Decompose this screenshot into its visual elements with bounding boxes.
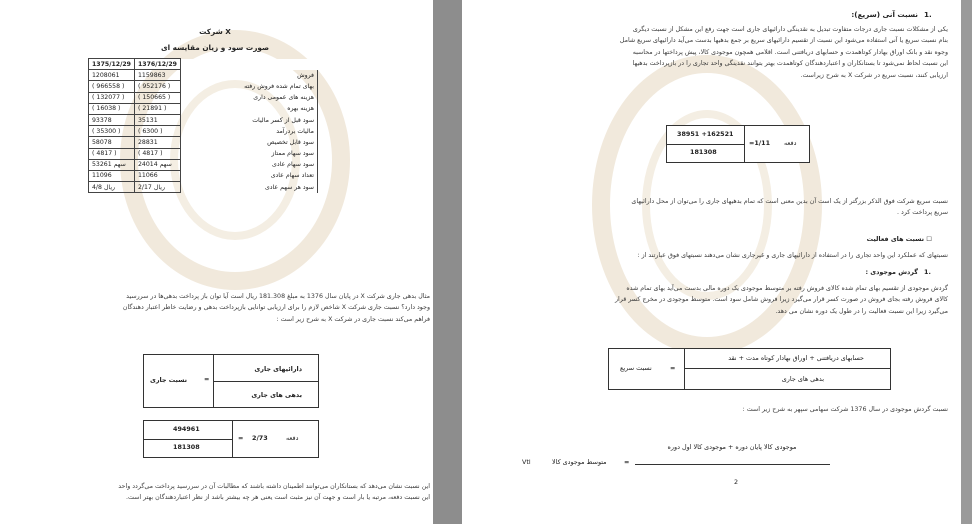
- paragraph-ratio-meaning: این نسبت نشان می‌دهد که بستانکاران می‌توانند اطمینان داشته باشند که مطالبات آن در سررسید پرداخت می‌گردد واحد این نسبت دفعه، مرتبه یا بار است و جهت آن نیز مثبت است یعنی هر چه بیشتر باشد از نظر اعتباردهندگان بهتر است.: [118, 483, 430, 502]
- header-1376: 1376/12/29: [134, 59, 180, 70]
- quick-formula-denominator: بدهی های جاری: [781, 375, 824, 383]
- calc-numerator: 494961: [173, 425, 200, 433]
- table-row: [89, 103, 318, 114]
- row-label: مالیات بردرآمد: [180, 126, 317, 137]
- formula-denominator: بدهی های جاری: [251, 391, 302, 399]
- row-label: سود سهام ممتاز: [180, 148, 317, 159]
- quick-formula-label: نسبت سریع: [620, 364, 652, 372]
- row-label: بهای تمام شده فروش رفته: [180, 81, 317, 92]
- cell-1375: 1208061: [89, 70, 135, 81]
- checkbox-bullet-icon: ☐: [926, 235, 932, 243]
- paragraph-quick-ratio-meaning: نسبت سریع شرکت فوق الذکر بزرگتر از یک است آن بدین معنی است که تمام بدهیهای جاری را می‌توان از محل دارائیهای سریع پرداخت کرد .: [631, 198, 948, 217]
- quick-formula-equals: =: [670, 364, 676, 372]
- row-label: هزینه های عمومی داری: [180, 92, 317, 103]
- quick-calc-numerator: 38951 +162521: [677, 130, 734, 138]
- document-page-right: [462, 0, 961, 524]
- paragraph-inventory-1376: نسبت گردش موجودی در سال 1376 شرکت سهامی سپهر به شرح زیر است :: [742, 406, 948, 413]
- paragraph-inventory: گردش موجودی از تقسیم بهای تمام شده کالای فروش رفته بر متوسط موجودی یک دوره مالی بدست می‌آید بهای تمام شده کالای فروش رفته بجای فروش در صورت کسر قرار می‌گیرد زیرا فروش شامل سود است. متوسط موجودی در مخرج کسر قرار می‌گیرد زیرا این نسبت فعالیت را در طول یک دوره نشان می دهد.: [614, 285, 948, 315]
- cell-1375: ( 16038 ): [89, 103, 135, 114]
- heading-inventory-number: 1.: [924, 268, 931, 276]
- avg-formula-tail: Vtl: [522, 458, 531, 466]
- avg-formula-label: متوسط موجودی کالا: [552, 458, 607, 466]
- calc-result: 2/73: [252, 434, 268, 442]
- cell-1376: ( 21891 ): [134, 103, 180, 114]
- row-label: هزینه بهره: [180, 103, 317, 114]
- cell-1375: ( 966558 ): [89, 81, 135, 92]
- cell-1375: 93378: [89, 114, 135, 125]
- cell-1376: 24014 سهم: [134, 159, 180, 170]
- heading-inventory-turnover: گردش موجودی :: [865, 268, 918, 276]
- avg-formula-equals: =: [624, 458, 630, 466]
- cell-1376: 1159863: [134, 70, 180, 81]
- cell-1376: ( 6300 ): [134, 126, 180, 137]
- heading-quick-ratio-number: 1.: [924, 10, 932, 19]
- quick-formula-numerator: حسابهای دریافتنی + اوراق بهادار کوتاه مدت + نقد: [728, 354, 864, 362]
- document-page-left: [0, 0, 433, 524]
- cell-1375: ( 132077 ): [89, 92, 135, 103]
- calc-denominator: 181308: [173, 443, 200, 451]
- table-row: [89, 126, 318, 137]
- cell-1375: 4/8 ریال: [89, 182, 135, 193]
- heading-quick-ratio: نسبت آنی (سریع):: [851, 10, 918, 19]
- cell-1375: 11096: [89, 170, 135, 181]
- cell-1376: 28831: [134, 137, 180, 148]
- cell-1376: ( 150665 ): [134, 92, 180, 103]
- table-row: [89, 137, 318, 148]
- cell-1376: ( 952176 ): [134, 81, 180, 92]
- equals-sign: =: [204, 375, 210, 383]
- cell-1376: 11066: [134, 170, 180, 181]
- row-label: سود قابل تخصیص: [180, 137, 317, 148]
- vertical-scrollbar[interactable]: [961, 0, 972, 524]
- calc-equals: =: [238, 434, 244, 442]
- header-1375: 1375/12/29: [89, 59, 135, 70]
- cell-1375: ( 4817 ): [89, 148, 135, 159]
- quick-calc-result: =1/11: [749, 139, 771, 147]
- table-row: [89, 148, 318, 159]
- table-row: [89, 182, 318, 193]
- calc-unit: دفعه: [286, 434, 299, 442]
- avg-formula-numerator: موجودی کالا پایان دوره + موجودی کالا اول دوره: [667, 443, 797, 451]
- cell-1375: 58078: [89, 137, 135, 148]
- row-label: تعداد سهام عادی: [180, 170, 317, 181]
- table-header-row: [89, 59, 318, 70]
- quick-calc-unit: دفعه: [784, 139, 797, 147]
- avg-formula-denominator: 2: [734, 478, 739, 486]
- statement-subtitle: صورت سود و زیان مقایسه ای: [160, 43, 270, 52]
- cell-1375: 53261 سهم: [89, 159, 135, 170]
- cell-1376: 35131: [134, 114, 180, 125]
- row-label: سود هر سهم عادی: [180, 182, 317, 193]
- row-label: فروش: [180, 70, 317, 81]
- formula-label: نسبت جاری: [150, 376, 188, 384]
- table-row: [89, 170, 318, 181]
- table-row: [89, 81, 318, 92]
- formula-numerator: دارائیهای جاری: [254, 365, 302, 373]
- heading-activity-ratios: ☐ نسبت های فعالیت: [866, 235, 932, 243]
- row-label: سود سهام عادی: [180, 159, 317, 170]
- income-statement-table: [88, 58, 318, 193]
- table-row: [89, 70, 318, 81]
- company-title: شرکت X: [199, 27, 231, 36]
- cell-1376: 2/17 ریال: [134, 182, 180, 193]
- table-row: [89, 92, 318, 103]
- paragraph-current-ratio: مثال بدهی جاری شرکت X در پایان سال 1376 به مبلغ 181.308 ریال است آیا توان باز پرداخت بدهی‌ها در سررسید وجود دارد؟ نسبت جاری شرکت X شاخص لازم را برای ارزیابی توانایی بازپرداخت بدهی و رضایت خاطر اعتبار دهندگان فراهم می‌کند نسبت جاری در شرکت X به شرح زیر است :: [122, 293, 430, 323]
- table-row: [89, 159, 318, 170]
- row-label: سود قبل از کسر مالیات: [180, 114, 317, 125]
- paragraph-quick-ratio: یکی از مشکلات نسبت جاری درجات متفاوت تبدیل به نقدینگی دارائیهای جاری است جهت رفع این مشکل از نسبت دیگری بنام نسبت سریع یا آنی استفاده می‌شود این نسبت از تقسیم دارائیهای سریع بر جمع بدهیها بدست می‌آید دارائیهای سریع شامل وجوه نقد و بانک اوراق بهادار کوتاهمدت و حسابهای دریافتنی است. اقلامی همچون موجودی کالا، پیش پرداختها در محاسبه این نسبت لحاظ نمی‌شود تا بستانکاران و اعتباردهندگان کوتاهمدت بهتر بتوانند نقدینگی واحد تجاری را در بازپرداخت بدهیها ارزیابی کنند، نسبت سریع در شرکت X به شرح زیراست.: [619, 26, 948, 79]
- paragraph-activity: نسبتهای که عملکرد این واحد تجاری را در استفاده از دارائیهای جاری و غیرجاری نشان می‌دهند نسبتهای فوق عبارتند از :: [637, 252, 948, 259]
- cell-1376: ( 4817 ): [134, 148, 180, 159]
- table-row: [89, 114, 318, 125]
- page-gap: [433, 0, 462, 524]
- cell-1375: ( 35300 ): [89, 126, 135, 137]
- quick-calc-denominator: 181308: [690, 148, 717, 156]
